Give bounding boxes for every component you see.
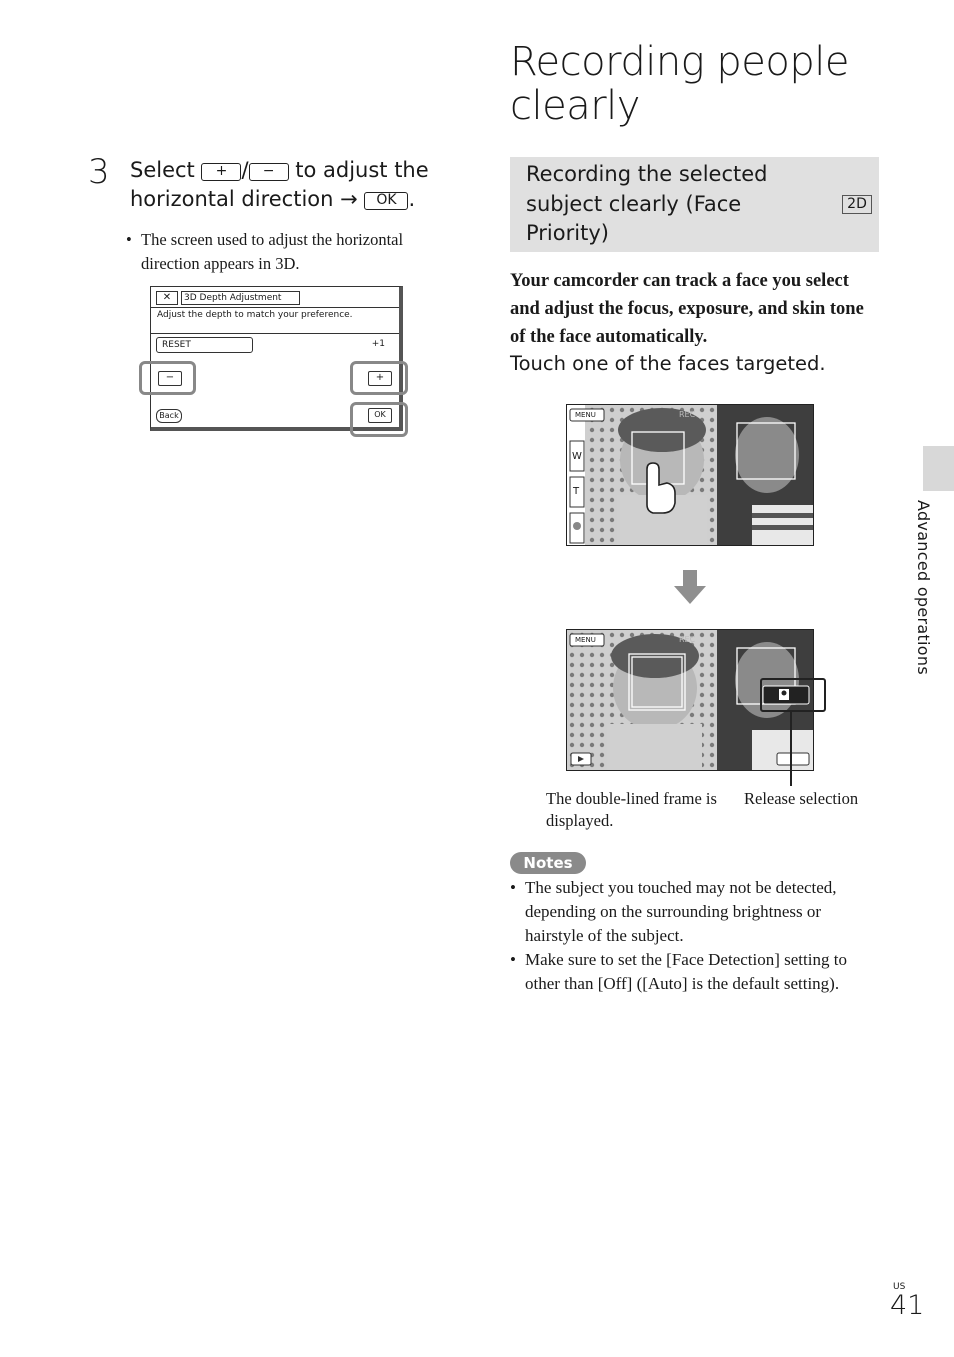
ok-highlight [350, 402, 408, 437]
page-region: US [893, 1282, 906, 1292]
notes-label: Notes [510, 852, 586, 874]
back-button[interactable]: Back [156, 409, 182, 423]
menu-button[interactable]: MENU [575, 411, 596, 419]
plus-button[interactable]: + [368, 371, 392, 386]
minus-highlight [139, 361, 196, 395]
adjust-text: to adjust the horizontal direction [130, 158, 429, 211]
ok-button[interactable]: OK [368, 408, 392, 423]
note-item [510, 876, 882, 948]
minus-button[interactable]: − [158, 371, 182, 386]
menu-button-2[interactable]: MENU [575, 636, 596, 644]
release-selection-highlight [760, 678, 826, 712]
instruction-text: Touch one of the faces targeted. [510, 352, 826, 375]
bullet-icon: • [510, 950, 516, 969]
side-tab-marker [923, 446, 954, 491]
slash: / [241, 158, 249, 182]
note-text: Make sure to set the [Face Detection] setting to other than [Off] ([Auto] is the default setting). [525, 950, 847, 993]
page-number: 41 [890, 1290, 925, 1321]
page-title: Recording people clearly [510, 39, 849, 129]
intro-text: Your camcorder can track a face you select and adjust the focus, exposure, and skin tone of the face automatically. [510, 271, 864, 347]
bullet-icon: • [126, 230, 132, 249]
depth-value: +1 [371, 339, 385, 349]
screen-title: 3D Depth Adjustment [181, 291, 300, 305]
zoom-wide-button[interactable]: W [572, 451, 582, 462]
caption-release: Release selection [744, 789, 859, 808]
step-instruction [130, 156, 460, 214]
rec-indicator-2: REC [679, 635, 696, 644]
rec-indicator: REC [679, 410, 696, 419]
callout-line [790, 710, 792, 786]
section-title: Recording the selected subject clearly (Face Priority) [526, 162, 768, 245]
caption-double-frame: The double-lined frame is displayed. [546, 789, 717, 830]
camera-scene-1 [567, 405, 813, 545]
zoom-tele-button[interactable]: T [573, 486, 580, 497]
reset-button[interactable]: RESET [156, 337, 253, 353]
side-tab-label: Advanced operations [914, 500, 933, 675]
plus-key-icon: + [201, 163, 241, 181]
note-text: The subject you touched may not be detected, depending on the surrounding brightness or hairstyle of the subject. [525, 878, 837, 945]
close-icon[interactable]: ✕ [156, 291, 178, 305]
notes-list [510, 876, 882, 996]
2d-badge: 2D [842, 195, 872, 214]
side-tab [911, 500, 935, 700]
bullet-icon: • [510, 878, 516, 897]
minus-key-icon: − [249, 163, 289, 181]
screen-divider [151, 333, 399, 334]
step-number: 3 [88, 152, 110, 192]
section-header [510, 157, 879, 252]
note-item [510, 948, 882, 996]
screen-message: Adjust the depth to match your preference. [157, 310, 353, 320]
ok-key-icon: OK [364, 192, 408, 210]
step-bullet [126, 228, 456, 276]
plus-highlight [350, 361, 408, 395]
arrow-down-icon [674, 570, 706, 604]
camera-screen-touch [566, 404, 814, 546]
select-word: Select [130, 158, 195, 182]
step-bullet-text: The screen used to adjust the horizontal direction appears in 3D. [141, 230, 404, 273]
arrow-right-icon: → [340, 187, 358, 211]
step-period: . [408, 187, 416, 211]
